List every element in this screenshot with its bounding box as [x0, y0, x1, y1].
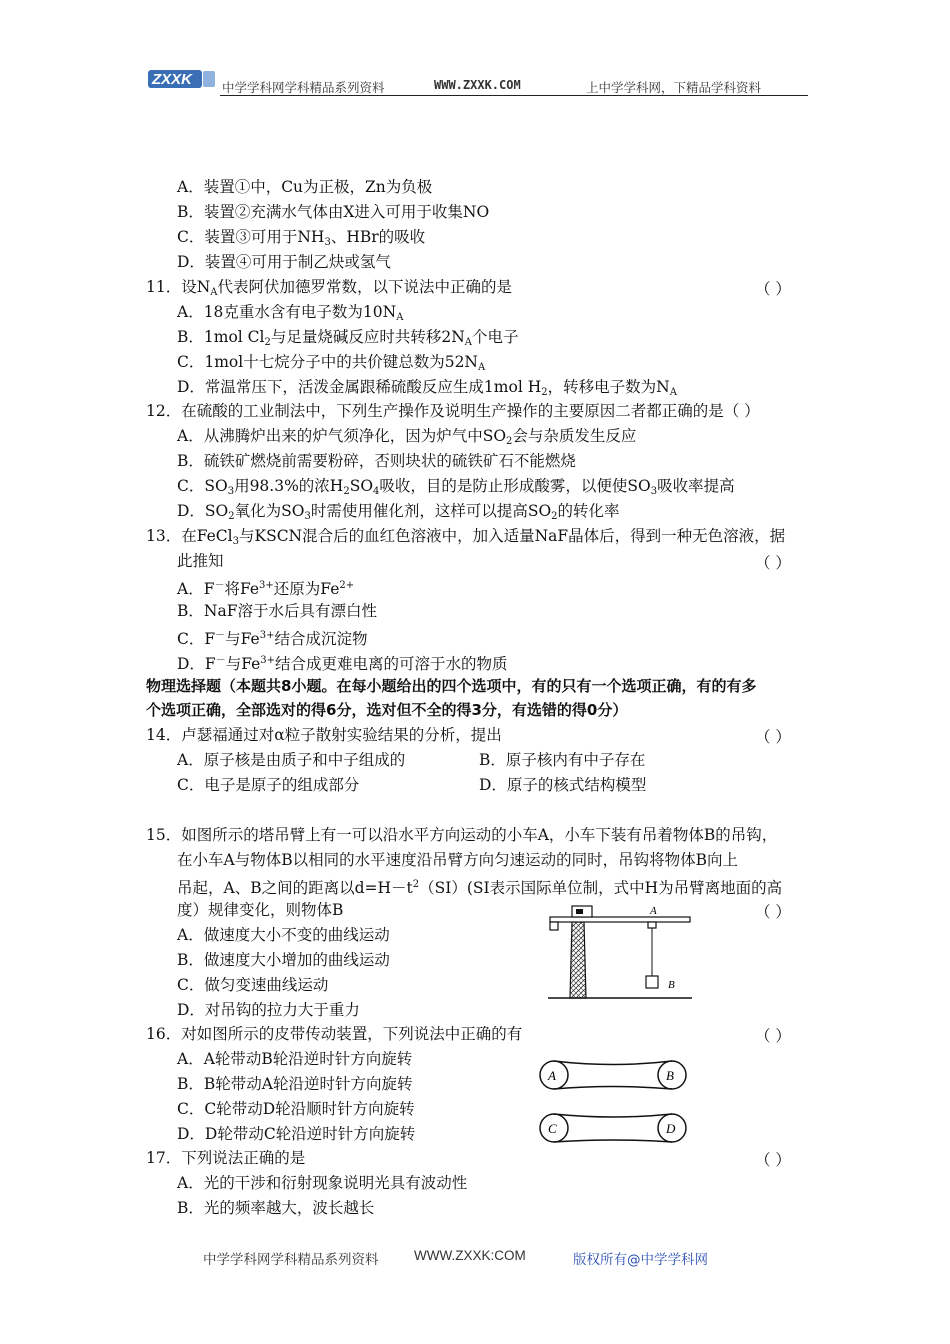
q10-option-b: B．装置②充满水气体由X进入可用于收集NO	[177, 203, 490, 221]
q13-answer-paren[interactable]: （ ）	[755, 554, 791, 572]
crane-label-b: B	[668, 979, 675, 991]
q15-option-c: C．做匀变速曲线运动	[177, 976, 329, 994]
q16-stem: 16．对如图所示的皮带传动装置，下列说法中正确的有	[146, 1025, 523, 1043]
header-url[interactable]: WWW.ZXXK.COM	[434, 78, 521, 92]
q17-answer-paren[interactable]: （ ）	[755, 1151, 791, 1169]
q11-stem: 11．设$N_A$代表阿伏加德罗常数，以下说法中正确的是	[146, 278, 513, 298]
q12-option-b: B．硫铁矿燃烧前需要粉碎，否则块状的硫铁矿石不能燃烧	[177, 452, 576, 470]
q12-option-a: A．从沸腾炉出来的炉气须净化，因为炉气中$SO_2$会与杂质发生反应	[177, 427, 637, 447]
header-rule	[220, 95, 808, 96]
wheel-label-d: D	[666, 1121, 676, 1136]
physics-heading-line1: 物理选择题（本题共8小题。在每小题给出的四个选项中，有的只有一个选项正确，有的有多	[146, 677, 757, 695]
q13-stem-line1: 13．在FeCl$_3$与KSCN混合后的血红色溶液中，加入适量NaF晶体后，得到一种无色溶液，据	[146, 527, 786, 547]
q10-option-d: D．装置④可用于制乙炔或氢气	[177, 253, 391, 271]
logo-text: ZXXK	[152, 71, 193, 88]
q10-option-a: A．装置①中，Cu为正极，Zn为负极	[177, 178, 433, 196]
tower-crane-figure	[546, 898, 694, 1000]
footer-left-text: 中学学科网学科精品系列资料	[203, 1252, 379, 1268]
q15-stem-line4: 度）规律变化，则物体B	[177, 901, 344, 919]
q16-answer-paren[interactable]: （ ）	[755, 1027, 791, 1045]
q15-answer-paren[interactable]: （ ）	[755, 903, 791, 921]
q14-option-a: A．原子核是由质子和中子组成的	[177, 751, 406, 769]
page-header	[148, 68, 808, 98]
wheel-label-c: C	[548, 1121, 557, 1136]
q14-option-c: C．电子是原子的组成部分	[177, 776, 360, 794]
q15-stem-line1: 15．如图所示的塔吊臂上有一可以沿水平方向运动的小车A，小车下装有吊着物体B的吊钩，	[146, 826, 778, 844]
q15-option-a: A．做速度大小不变的曲线运动	[177, 926, 390, 944]
q11-option-d: D．常温常压下，活泼金属跟稀硫酸反应生成1mol $H_2$，转移电子数为$N_A$	[177, 378, 677, 398]
zxxk-logo	[148, 68, 216, 92]
q16-option-c: C．C轮带动D轮沿顺时针方向旋转	[177, 1100, 415, 1118]
q12-stem: 12．在硫酸的工业制法中，下列生产操作及说明生产操作的主要原因二者都正确的是（ ）	[146, 402, 760, 420]
q13-option-c: C．F－与$Fe^{3+}$结合成沉淀物	[177, 630, 368, 648]
q16-option-b: B．B轮带动A轮沿逆时针方向旋转	[177, 1075, 413, 1093]
q13-stem-line2: 此推知	[177, 552, 224, 570]
q16-option-d: D．D轮带动C轮沿逆时针方向旋转	[177, 1125, 416, 1143]
q15-stem-line2: 在小车A与物体B以相同的水平速度沿吊臂方向匀速运动的同时，吊钩将物体B向上	[177, 851, 738, 869]
q11-option-c: C．1mol十七烷分子中的共价键总数为$52N_A$	[177, 353, 486, 373]
q13-option-d: D．F－与$Fe^{3+}$结合成更难电离的可溶于水的物质	[177, 655, 508, 673]
q14-stem: 14．卢瑟福通过对α粒子散射实验结果的分析，提出	[146, 726, 502, 744]
q11-option-b: B．1mol $Cl_2$与足量烧碱反应时共转移$2N_A$个电子	[177, 328, 519, 348]
wheel-label-a: A	[548, 1068, 556, 1083]
q12-option-d: D．$SO_2$氧化为$SO_3$时需使用催化剂，这样可以提高$SO_2$的转化率	[177, 502, 620, 522]
header-right-text: 上中学学科网，下精品学科资料	[586, 80, 762, 95]
q12-option-c: C．$SO_3$用98.3%的浓$H_2SO_4$吸收，目的是防止形成酸雾，以便使$SO_3$吸收率提高	[177, 477, 735, 497]
q14-option-b: B．原子核内有中子存在	[479, 751, 646, 769]
q15-option-d: D．对吊钩的拉力大于重力	[177, 1001, 360, 1019]
q11-answer-paren[interactable]: （ ）	[755, 280, 791, 298]
belt-drive-figure	[532, 1054, 692, 1154]
q17-stem: 17．下列说法正确的是	[146, 1149, 306, 1167]
header-left-text: 中学学科网学科精品系列资料	[222, 80, 385, 95]
q16-option-a: A．A轮带动B轮沿逆时针方向旋转	[177, 1050, 413, 1068]
q10-option-c: C．装置③可用于$NH_3$、HBr的吸收	[177, 228, 426, 248]
q14-option-d: D．原子的核式结构模型	[479, 776, 647, 794]
q14-answer-paren[interactable]: （ ）	[755, 728, 791, 746]
crane-label-a: A	[650, 905, 657, 917]
q15-stem-line3: 吊起，A、B之间的距离以$d=H-t^2(SI)(SI$表示国际单位制，式中H为吊臂离地面的高	[177, 879, 783, 897]
footer-url[interactable]: WWW.ZXXK:COM	[414, 1248, 526, 1263]
q13-option-b: B．NaF溶于水后具有漂白性	[177, 602, 377, 620]
q17-option-a: A．光的干涉和衍射现象说明光具有波动性	[177, 1174, 468, 1192]
wheel-label-b: B	[666, 1068, 674, 1083]
physics-heading-line2: 个选项正确，全部选对的得6分，选对但不全的得3分，有选错的得0分）	[146, 701, 628, 719]
q13-option-a: A．F－将$Fe^{3+}$还原为$Fe^{2+}$	[177, 580, 355, 598]
q15-option-b: B．做速度大小增加的曲线运动	[177, 951, 390, 969]
footer-copyright-link[interactable]: 版权所有@中学学科网	[573, 1252, 708, 1268]
q17-option-b: B．光的频率越大，波长越长	[177, 1199, 375, 1217]
q11-option-a: A．18克重水含有电子数为$10N_A$	[177, 303, 404, 323]
